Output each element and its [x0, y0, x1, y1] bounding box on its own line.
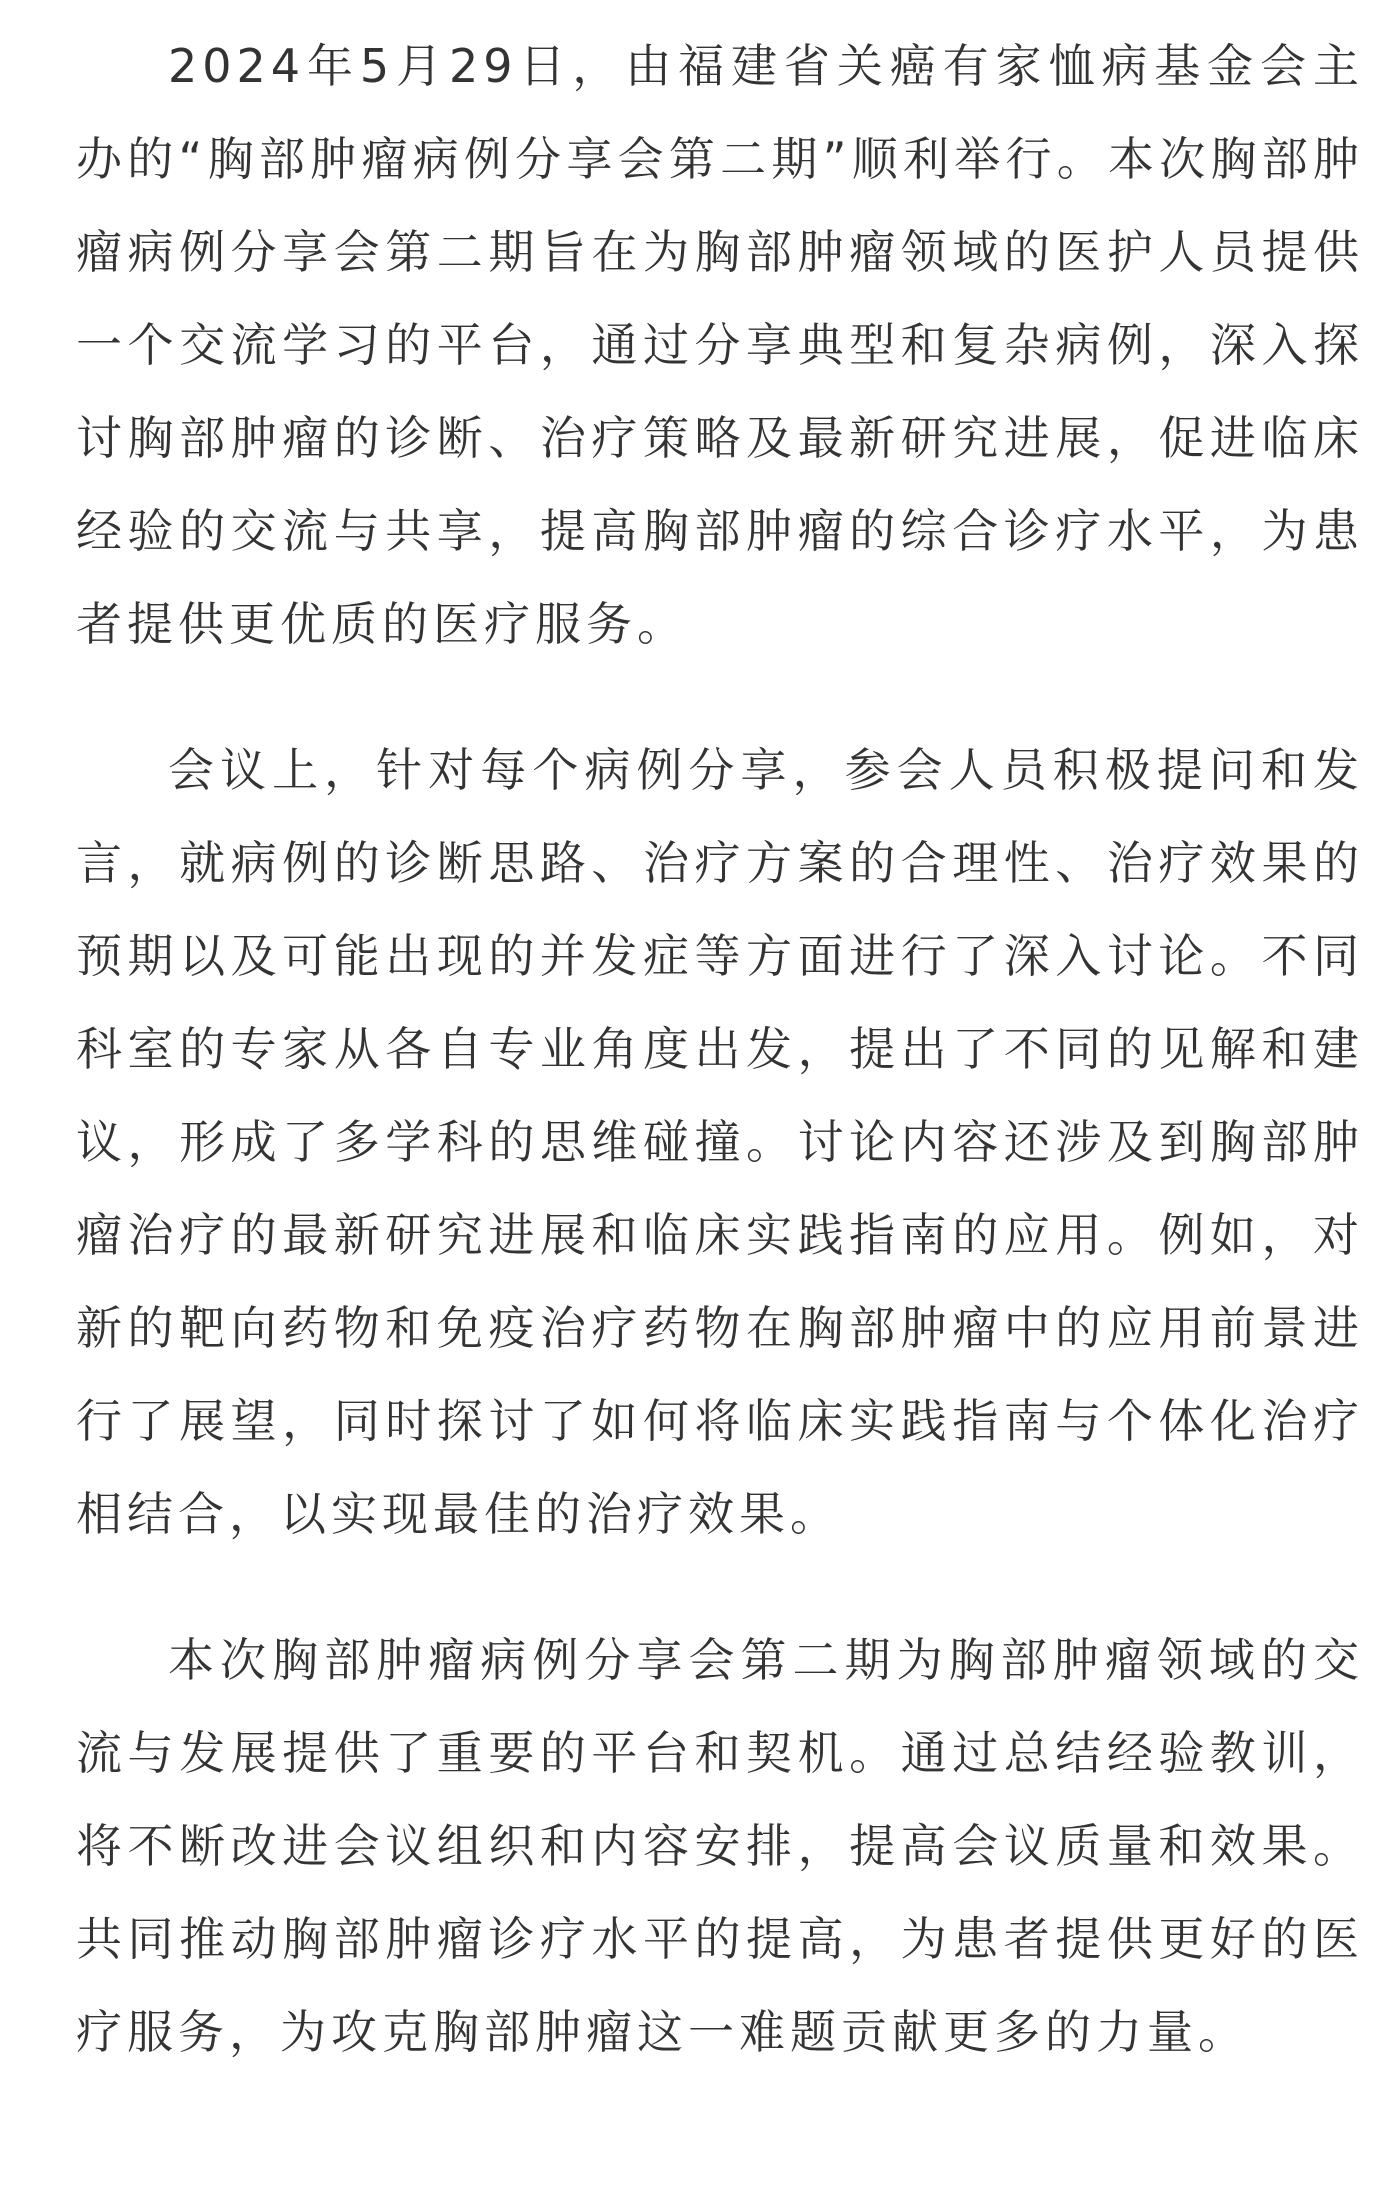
paragraph-discussion: 会议上，针对每个病例分享，参会人员积极提问和发言，就病例的诊断思路、治疗方案的合理性、治疗效果的预期以及可能出现的并发症等方面进行了深入讨论。不同科室的专家从各自专业角度出发，提出了不同的见解和建议，形成了多学科的思维碰撞。讨论内容还涉及到胸部肿瘤治疗的最新研究进展和临床实践指南的应用。例如，对新的靶向药物和免疫治疗药物在胸部肿瘤中的应用前景进行了展望，同时探讨了如何将临床实践指南与个体化治疗相结合，以实现最佳的治疗效果。 [76, 743, 1364, 1541]
paragraph-summary: 本次胸部肿瘤病例分享会第二期为胸部肿瘤领域的交流与发展提供了重要的平台和契机。通过总结经验教训，将不断改进会议组织和内容安排，提高会议质量和效果。共同推动胸部肿瘤诊疗水平的提高，为患者提供更好的医疗服务，为攻克胸部肿瘤这一难题贡献更多的力量。 [76, 1633, 1364, 2059]
article-body [76, 20, 1364, 2079]
paragraph-intro: 2024年5月29日，由福建省关癌有家恤病基金会主办的“胸部肿瘤病例分享会第二期”顺利举行。本次胸部肿瘤病例分享会第二期旨在为胸部肿瘤领域的医护人员提供一个交流学习的平台，通过分享典型和复杂病例，深入探讨胸部肿瘤的诊断、治疗策略及最新研究进展，促进临床经验的交流与共享，提高胸部肿瘤的综合诊疗水平，为患者提供更优质的医疗服务。 [76, 39, 1364, 651]
